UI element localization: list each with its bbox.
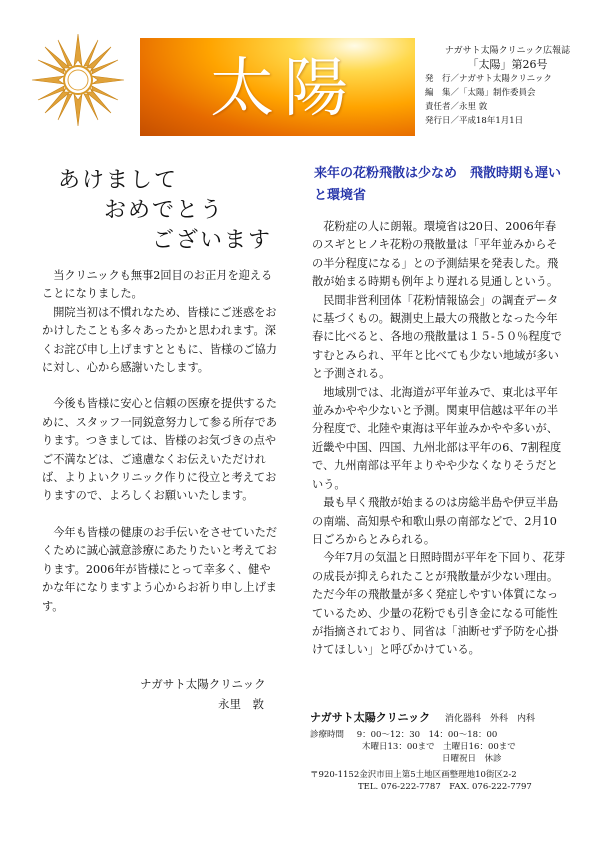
newsletter-title: 太陽 [210,52,358,126]
greeting-line: あけまして [58,168,179,193]
footer-phone: TEL. 076-222-7787 FAX. 076-222-7797 [358,782,532,792]
signature-name: 永里 敦 [218,697,264,711]
signature-clinic: ナガサト太陽クリニック [140,677,266,691]
masthead-issue: 「太陽」第26号 [467,58,548,71]
masthead [425,44,590,128]
greeting-body [42,267,278,616]
footer-departments: 消化器科 外科 内科 [445,714,536,724]
footer-hours-note: 木曜日13：00まで 土曜日16：00まで [362,742,516,752]
sun-icon [28,30,128,130]
new-year-greeting [58,166,288,256]
clinic-sun-logo [28,30,128,130]
greeting-paragraph: 今年も皆様の健康のお手伝いをさせていただくために誠心誠意診療にあたりたいと考えております。2006年が皆様にとって幸多く、健やかな年になりますよう心からお祈り申し上げます。 [42,525,277,613]
clinic-info-footer [310,712,575,793]
footer-hours-label: 診療時間 [310,730,345,740]
masthead-responsible: 責任者／永里 敦 [425,102,488,112]
footer-closed: 日曜祝日 休診 [442,754,502,764]
greeting-line: おめでとう [104,198,225,223]
greeting-paragraph: 当クリニックも無事2回目のお正月を迎えることになりました。 [42,269,273,301]
masthead-editor: 編 集／「太陽」制作委員会 [425,88,536,98]
greeting-line: ございます [152,228,273,253]
article-body [312,218,567,660]
article-headline: 来年の花粉飛散は少なめ 飛散時期も遅いと環境省 [314,166,562,203]
masthead-publisher: 発 行／ナガサト太陽クリニック [425,74,552,84]
title-banner [140,38,415,136]
article-paragraph: 今年7月の気温と日照時間が平年を下回り、花芽の成長が抑えられたことが飛散量が少ない理由。ただ今年の飛散量が多く発症しやすい体質になっているため、少量の花粉でも引き金になる可能性が指摘されており、同省は「油断せず予防を心掛けてほしい」と呼びかけている。 [312,551,566,657]
masthead-date: 発行日／平成18年1月1日 [425,116,524,126]
article-paragraph: 民間非営利団体「花粉情報協会」の調査データに基づくもの。観測史上最大の飛散となった今年春に比べると、各地の飛散量は１５-５０％程度ですむとみられ、平年と比べても少ない地域が多いと予測される。 [312,293,562,381]
greeting-paragraph: 開院当初は不慣れなため、皆様にご迷惑をおかけしたことも多々あったかと思われます。深くお詫び申し上げますとともに、皆様のご協力に対し、心から感謝いたします。 [42,305,277,375]
footer-hours: 9：00～12：30 14：00～18：00 [356,730,498,740]
masthead-publication: ナガサト太陽クリニック広報誌 [444,46,571,56]
footer-address: 〒920-1152金沢市田上第5土地区画整理地10街区2-2 [310,770,517,780]
footer-clinic-name: ナガサト太陽クリニック [310,711,431,724]
article-paragraph: 地域別では、北海道が平年並みで、東北は平年並みかやや少ないと予測。関東甲信越は平年の半分程度で、北陸や東海は平年並みかやや多いが、近畿や中国、四国、九州北部は平年の6、7割程度で、九州南部は平年よりやや少なくなりそうだという。 [312,385,562,491]
article-paragraph: 最も早く飛散が始まるのは房総半島や伊豆半島の南端、高知県や和歌山県の南部などで、2月10日ごろからとみられる。 [312,496,559,546]
greeting-paragraph: 今後も皆様に安心と信頼の医療を提供するために、スタッフ一同鋭意努力して参る所存であります。つきましては、皆様のお気づきの点やご不満などは、ご遠慮なくお伝えいただければ、よりよいクリニック作りに役立と考えておりますので、よろしくお願いいたします。 [42,397,277,503]
article-paragraph: 花粉症の人に朗報。環境省は20日、2006年春のスギとヒノキ花粉の飛散量は「平年並みからその半分程度になる」との予測結果を発表した。飛散が始まる時期も例年より遅れる見通しという。 [312,220,559,289]
